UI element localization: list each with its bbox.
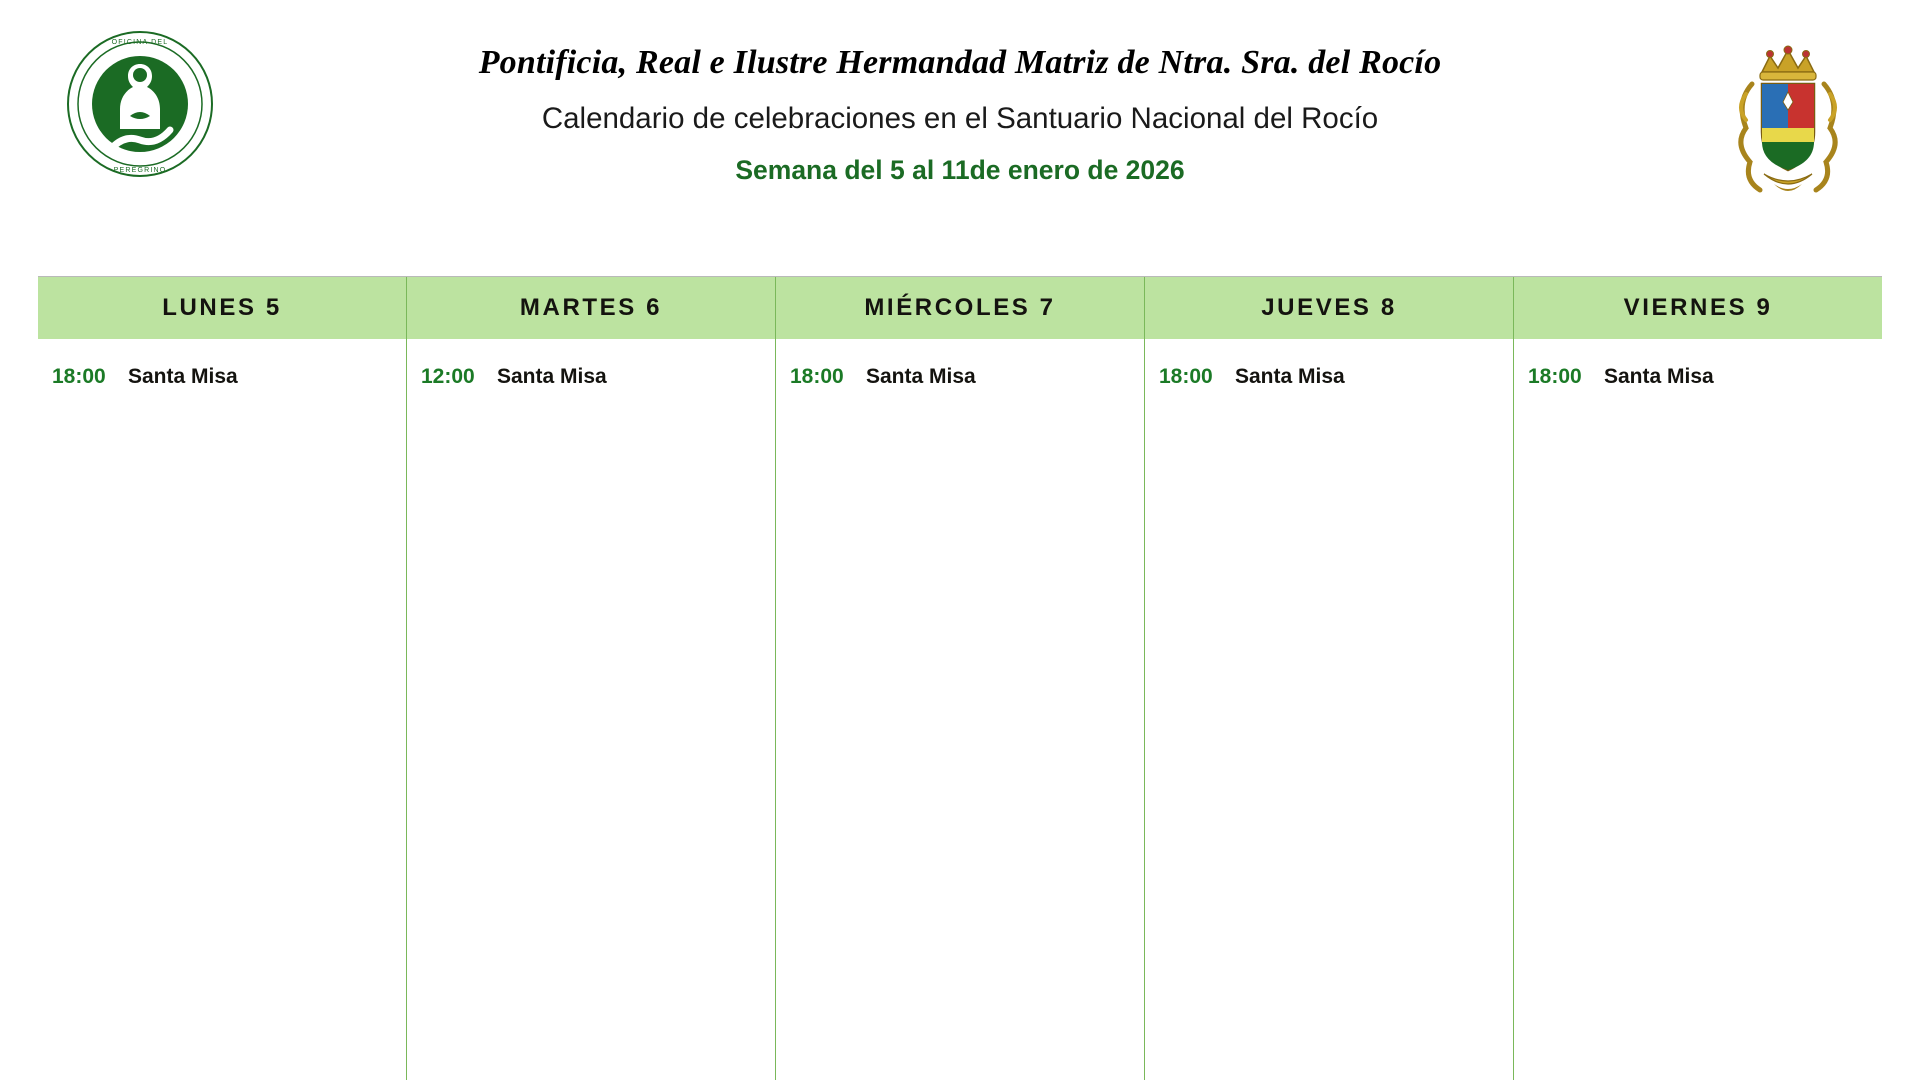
event-label: Santa Misa — [497, 365, 607, 388]
event-time: 18:00 — [790, 365, 844, 388]
day-header-thursday: JUEVES 8 — [1145, 277, 1514, 339]
event-label: Santa Misa — [128, 365, 238, 388]
week-range-label: Semana del 5 al 11de enero de 2026 — [735, 154, 1185, 185]
event-time: 18:00 — [1528, 365, 1582, 388]
day-header-monday: LUNES 5 — [38, 277, 407, 339]
svg-text:PEREGRINO: PEREGRINO — [113, 167, 167, 174]
calendar-body-row — [38, 339, 1882, 1080]
event-item — [776, 365, 1144, 389]
event-label: Santa Misa — [866, 365, 976, 388]
hermandad-matriz-coat-of-arms — [1722, 32, 1854, 202]
page-subtitle: Calendario de celebraciones en el Santuario Nacional del Rocío — [541, 101, 1379, 135]
day-header-wednesday: MIÉRCOLES 7 — [776, 277, 1145, 339]
event-time: 18:00 — [52, 365, 106, 388]
page-title: Pontificia, Real e Ilustre Hermandad Matriz de Ntra. Sra. del Rocío — [478, 44, 1442, 81]
day-column-thursday — [1145, 339, 1514, 1080]
event-item — [407, 365, 775, 389]
document-header — [0, 0, 1920, 258]
event-time: 18:00 — [1159, 365, 1213, 388]
day-header-friday: VIERNES 9 — [1623, 294, 1773, 321]
day-column-wednesday — [776, 339, 1145, 1080]
day-header-tuesday: MARTES 6 — [407, 277, 776, 339]
day-column-friday — [1514, 339, 1882, 1080]
oficina-del-peregrino-logo — [66, 30, 214, 178]
event-item — [38, 365, 406, 389]
event-item — [1514, 365, 1882, 389]
header-titles — [240, 42, 1680, 187]
svg-text:OFICINA DEL: OFICINA DEL — [111, 39, 169, 46]
weekly-calendar-table — [38, 276, 1882, 1080]
calendar-header-row — [38, 277, 1882, 339]
event-label: Santa Misa — [1604, 365, 1714, 388]
event-label: Santa Misa — [1235, 365, 1345, 388]
event-time: 12:00 — [421, 365, 475, 388]
event-item — [1145, 365, 1513, 389]
day-column-monday — [38, 339, 407, 1080]
day-column-tuesday — [407, 339, 776, 1080]
